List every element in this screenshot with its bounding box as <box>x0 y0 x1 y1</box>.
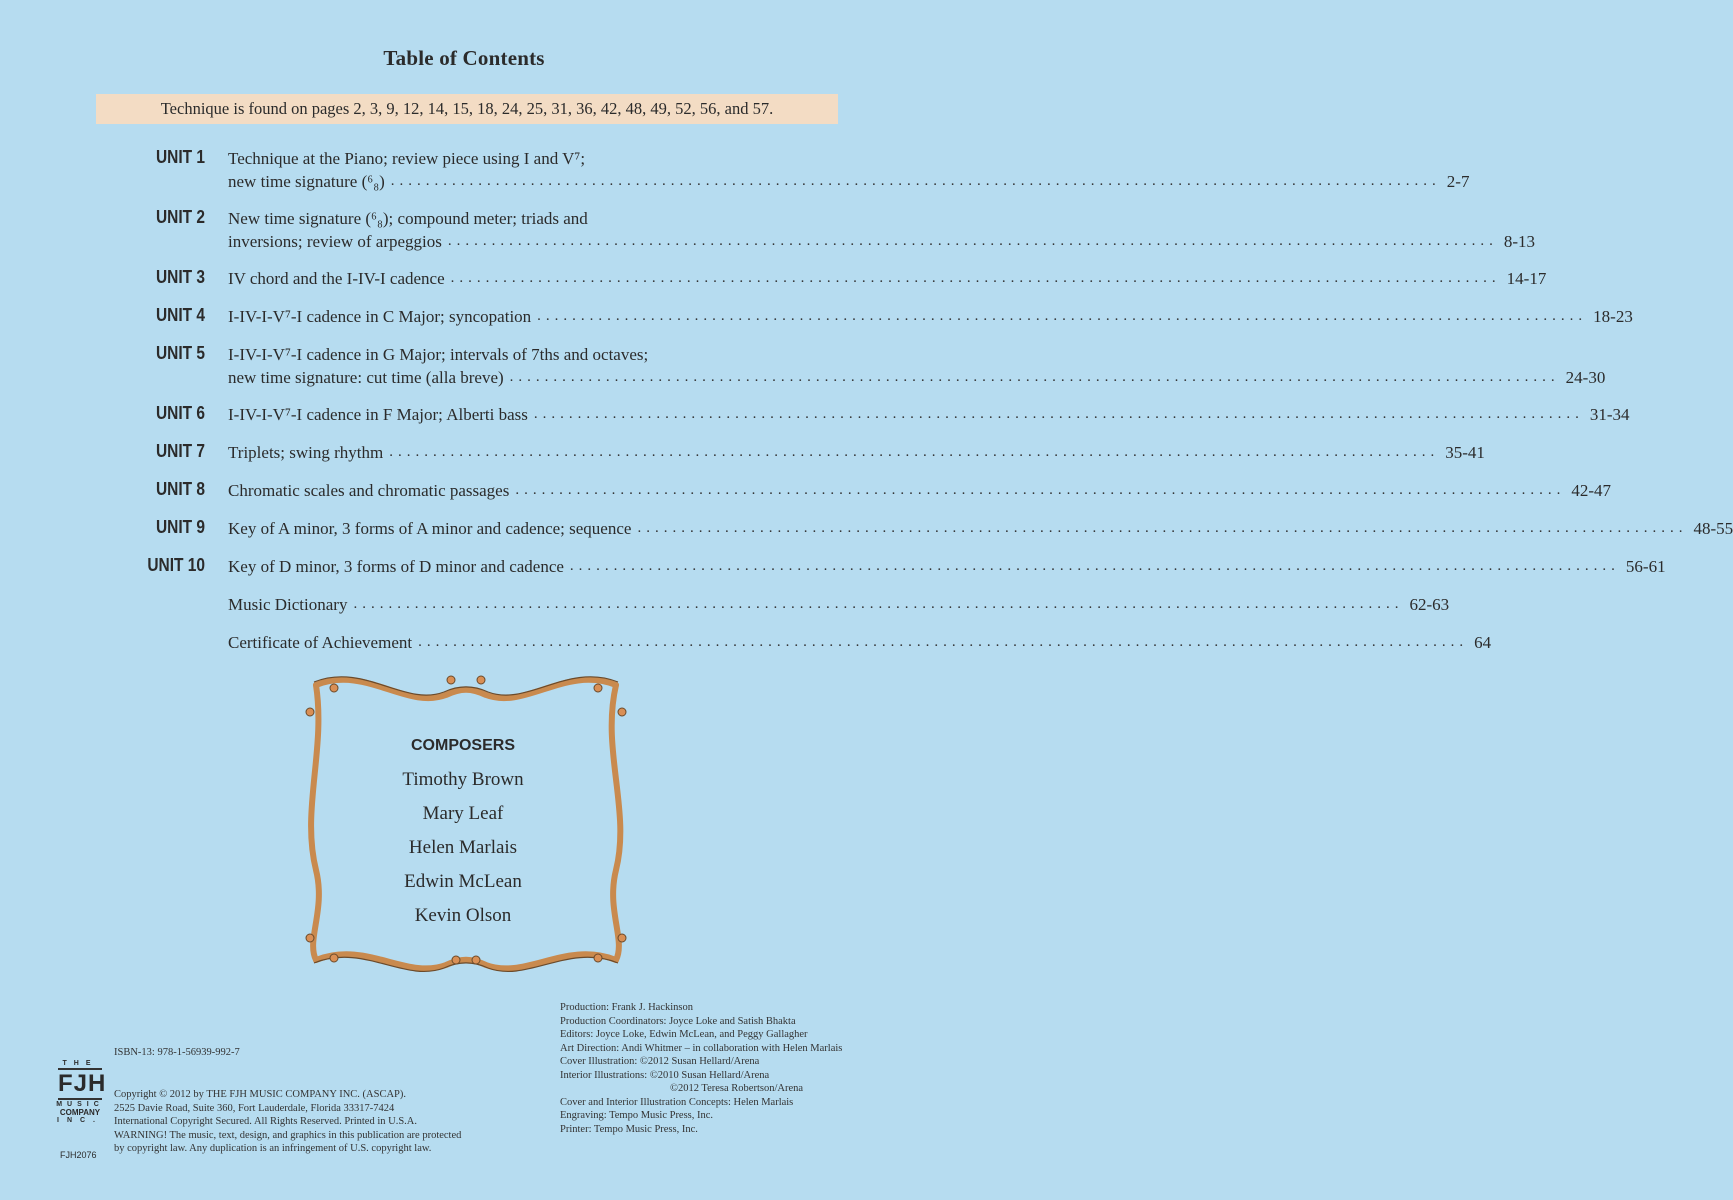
unit-label: UNIT 1 <box>155 147 205 167</box>
composers-frame <box>296 660 636 985</box>
unit-label: UNIT 6 <box>155 403 205 423</box>
credit-line: Cover and Interior Illustration Concepts: Helen Marlais <box>560 1096 794 1108</box>
description-last-line <box>228 305 1633 328</box>
leader-dots: ........................................................................................................................ <box>515 482 1566 498</box>
description-text: I-IV-I-V⁷-I cadence in F Major; Alberti bass <box>228 405 528 424</box>
copyright-line: International Copyright Secured. All Rights Reserved. Printed in U.S.A. <box>114 1116 418 1127</box>
description-last-line <box>228 517 1733 540</box>
page-range: 42-47 <box>1571 481 1612 500</box>
copyright-line: 2525 Davie Road, Suite 360, Fort Lauderdale, Florida 33317-7424 <box>114 1102 395 1114</box>
unit-description <box>228 479 1612 502</box>
page-range: 35-41 <box>1445 443 1485 462</box>
credit-line: Editors: Joyce Loke, Edwin McLean, and Peggy Gallagher <box>560 1029 808 1040</box>
leader-dots: ........................................................................................................................ <box>450 270 1501 286</box>
unit-description <box>228 207 1536 253</box>
description-text: new time signature: cut time (alla breve) <box>228 368 504 387</box>
leader-dots: ........................................................................................................................ <box>389 444 1440 460</box>
logo-company: COMPANY <box>59 1108 101 1117</box>
composer-name: Kevin Olson <box>414 905 512 926</box>
description-line: I-IV-I-V⁷-I cadence in G Major; intervals of 7ths and octaves; <box>228 345 649 364</box>
description-last-line <box>228 170 1470 193</box>
page-range: 2-7 <box>1446 172 1470 191</box>
unit-label: UNIT 2 <box>155 207 205 227</box>
composer-name: Edwin McLean <box>404 871 522 892</box>
logo-fjh: FJH <box>58 1068 102 1100</box>
credit-line: Cover Illustration: ©2012 Susan Hellard/Arena <box>560 1056 760 1067</box>
composer-name: Mary Leaf <box>422 803 504 824</box>
credit-line: Interior Illustrations: ©2010 Susan Hellard/Arena <box>560 1069 770 1081</box>
logo-inc: INC. <box>57 1117 103 1124</box>
leader-dots: ........................................................................................................................ <box>353 596 1404 612</box>
description-last-line <box>228 366 1606 389</box>
page-range: 24-30 <box>1565 368 1606 387</box>
credit-line: Production: Frank J. Hackinson <box>560 1002 693 1013</box>
description-last-line <box>228 441 1485 464</box>
credit-line: Production Coordinators: Joyce Loke and Satish Bhakta <box>560 1015 796 1027</box>
credit-line: Art Direction: Andi Whitmer – in collaboration with Helen Marlais <box>560 1042 843 1054</box>
composers-heading: COMPOSERS <box>410 737 515 754</box>
unit-label: UNIT 4 <box>155 305 205 325</box>
page-range: 8-13 <box>1503 232 1536 251</box>
page-range: 14-17 <box>1506 269 1547 288</box>
unit-label: UNIT 5 <box>155 343 205 363</box>
composer-name: Timothy Brown <box>402 769 524 790</box>
credits-block <box>560 1001 890 1136</box>
unit-description <box>228 441 1485 464</box>
logo-music: MUSIC <box>56 1101 104 1108</box>
unit-label: UNIT 8 <box>155 479 205 499</box>
fjh-logo <box>52 1060 108 1124</box>
leader-dots: ........................................................................................................................ <box>390 173 1441 189</box>
copyright-block <box>114 1088 544 1156</box>
description-line: New time signature (⁶₈); compound meter; triads and <box>228 209 588 228</box>
copyright-line: WARNING! The music, text, design, and graphics in this publication are protected <box>114 1129 462 1141</box>
leader-dots: ........................................................................................................................ <box>569 558 1620 574</box>
leader-dots: ........................................................................................................................ <box>418 634 1469 650</box>
page-range: 18-23 <box>1593 307 1633 326</box>
description-line: Technique at the Piano; review piece using I and V⁷; <box>228 149 586 168</box>
description-text: I-IV-I-V⁷-I cadence in C Major; syncopation <box>228 307 532 326</box>
unit-description <box>228 517 1733 540</box>
unit-description <box>228 305 1633 328</box>
page-range: 48-55 <box>1693 519 1733 538</box>
page-title: Table of Contents <box>383 46 545 70</box>
leader-dots: ........................................................................................................................ <box>537 308 1588 324</box>
credit-line: ©2012 Teresa Robertson/Arena <box>670 1083 804 1094</box>
leader-dots: ........................................................................................................................ <box>533 406 1584 422</box>
copyright-line: Copyright © 2012 by THE FJH MUSIC COMPANY INC. (ASCAP). <box>114 1089 407 1100</box>
description-text: new time signature (⁶₈) <box>228 172 385 191</box>
description-text: Key of D minor, 3 forms of D minor and cadence <box>228 557 564 576</box>
description-text: IV chord and the I-IV-I cadence <box>228 269 445 288</box>
unit-description <box>228 555 1666 578</box>
description-last-line <box>228 230 1536 253</box>
description-text: inversions; review of arpeggios <box>228 232 442 251</box>
leader-dots: ........................................................................................................................ <box>637 520 1688 536</box>
page-range: 56-61 <box>1625 557 1666 576</box>
description-last-line <box>228 631 1492 654</box>
unit-description <box>228 403 1630 426</box>
unit-description <box>228 267 1547 290</box>
unit-label: UNIT 9 <box>155 517 205 537</box>
page-range: 31-34 <box>1589 405 1630 424</box>
unit-description <box>228 593 1450 616</box>
page-range: 64 <box>1474 633 1492 652</box>
description-text: Chromatic scales and chromatic passages <box>228 481 510 500</box>
composer-name: Helen Marlais <box>408 837 518 858</box>
credit-line: Printer: Tempo Music Press, Inc. <box>560 1123 698 1135</box>
description-text: Music Dictionary <box>228 595 348 614</box>
description-text: Key of A minor, 3 forms of A minor and cadence; sequence <box>228 519 632 538</box>
isbn: ISBN-13: 978-1-56939-992-7 <box>114 1047 240 1058</box>
description-last-line <box>228 479 1612 502</box>
description-text: Triplets; swing rhythm <box>228 443 384 462</box>
logo-the: THE <box>62 1060 98 1067</box>
unit-description <box>228 147 1470 193</box>
description-last-line <box>228 593 1450 616</box>
description-last-line <box>228 403 1630 426</box>
unit-description <box>228 631 1492 654</box>
unit-description <box>228 343 1606 389</box>
description-last-line <box>228 555 1666 578</box>
leader-dots: ........................................................................................................................ <box>509 369 1560 385</box>
unit-label: UNIT 7 <box>155 441 205 461</box>
unit-label: UNIT 10 <box>147 555 205 575</box>
copyright-line: by copyright law. Any duplication is an infringement of U.S. copyright law. <box>114 1143 432 1154</box>
technique-note: Technique is found on pages 2, 3, 9, 12, 14, 15, 18, 24, 25, 31, 36, 42, 48, 49, 52, 56, and 57. <box>96 94 838 124</box>
description-last-line <box>228 267 1547 290</box>
unit-label: UNIT 3 <box>155 267 205 287</box>
page-range: 62-63 <box>1409 595 1450 614</box>
credit-line: Engraving: Tempo Music Press, Inc. <box>560 1110 714 1121</box>
leader-dots: ........................................................................................................................ <box>447 233 1498 249</box>
description-text: Certificate of Achievement <box>228 633 413 652</box>
product-code: FJH2076 <box>60 1150 97 1160</box>
